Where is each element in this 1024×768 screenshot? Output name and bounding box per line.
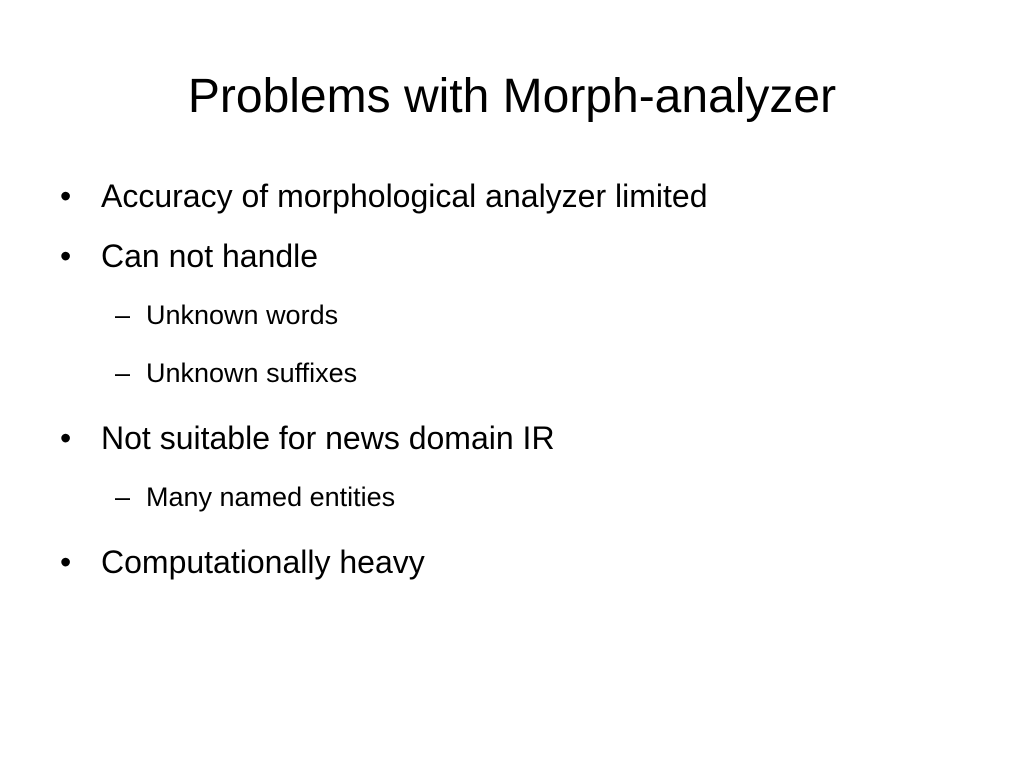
sub-bullet-item — [60, 468, 980, 526]
bullet-item — [60, 226, 980, 286]
sub-bullet-text: Unknown words — [146, 300, 339, 330]
sub-bullet-item — [60, 286, 980, 344]
bullet-item — [60, 408, 980, 468]
sub-bullet-marker: – — [115, 300, 131, 330]
bullet-marker: • — [60, 178, 72, 214]
sub-bullet-marker: – — [115, 482, 131, 512]
bullet-text: Accuracy of morphological analyzer limited — [101, 178, 708, 214]
bullet-list — [60, 166, 980, 592]
bullet-marker: • — [60, 544, 72, 580]
sub-bullet-item — [60, 344, 980, 402]
bullet-text: Can not handle — [101, 238, 319, 274]
bullet-item — [60, 166, 980, 226]
bullet-item — [60, 532, 980, 592]
sub-bullet-marker: – — [115, 358, 131, 388]
bullet-marker: • — [60, 420, 72, 456]
bullet-text: Computationally heavy — [101, 544, 425, 580]
bullet-marker: • — [60, 238, 72, 274]
sub-bullet-text: Unknown suffixes — [146, 358, 358, 388]
slide-title: Problems with Morph-analyzer — [187, 70, 837, 123]
bullet-text: Not suitable for news domain IR — [101, 420, 555, 456]
sub-bullet-text: Many named entities — [146, 482, 396, 512]
